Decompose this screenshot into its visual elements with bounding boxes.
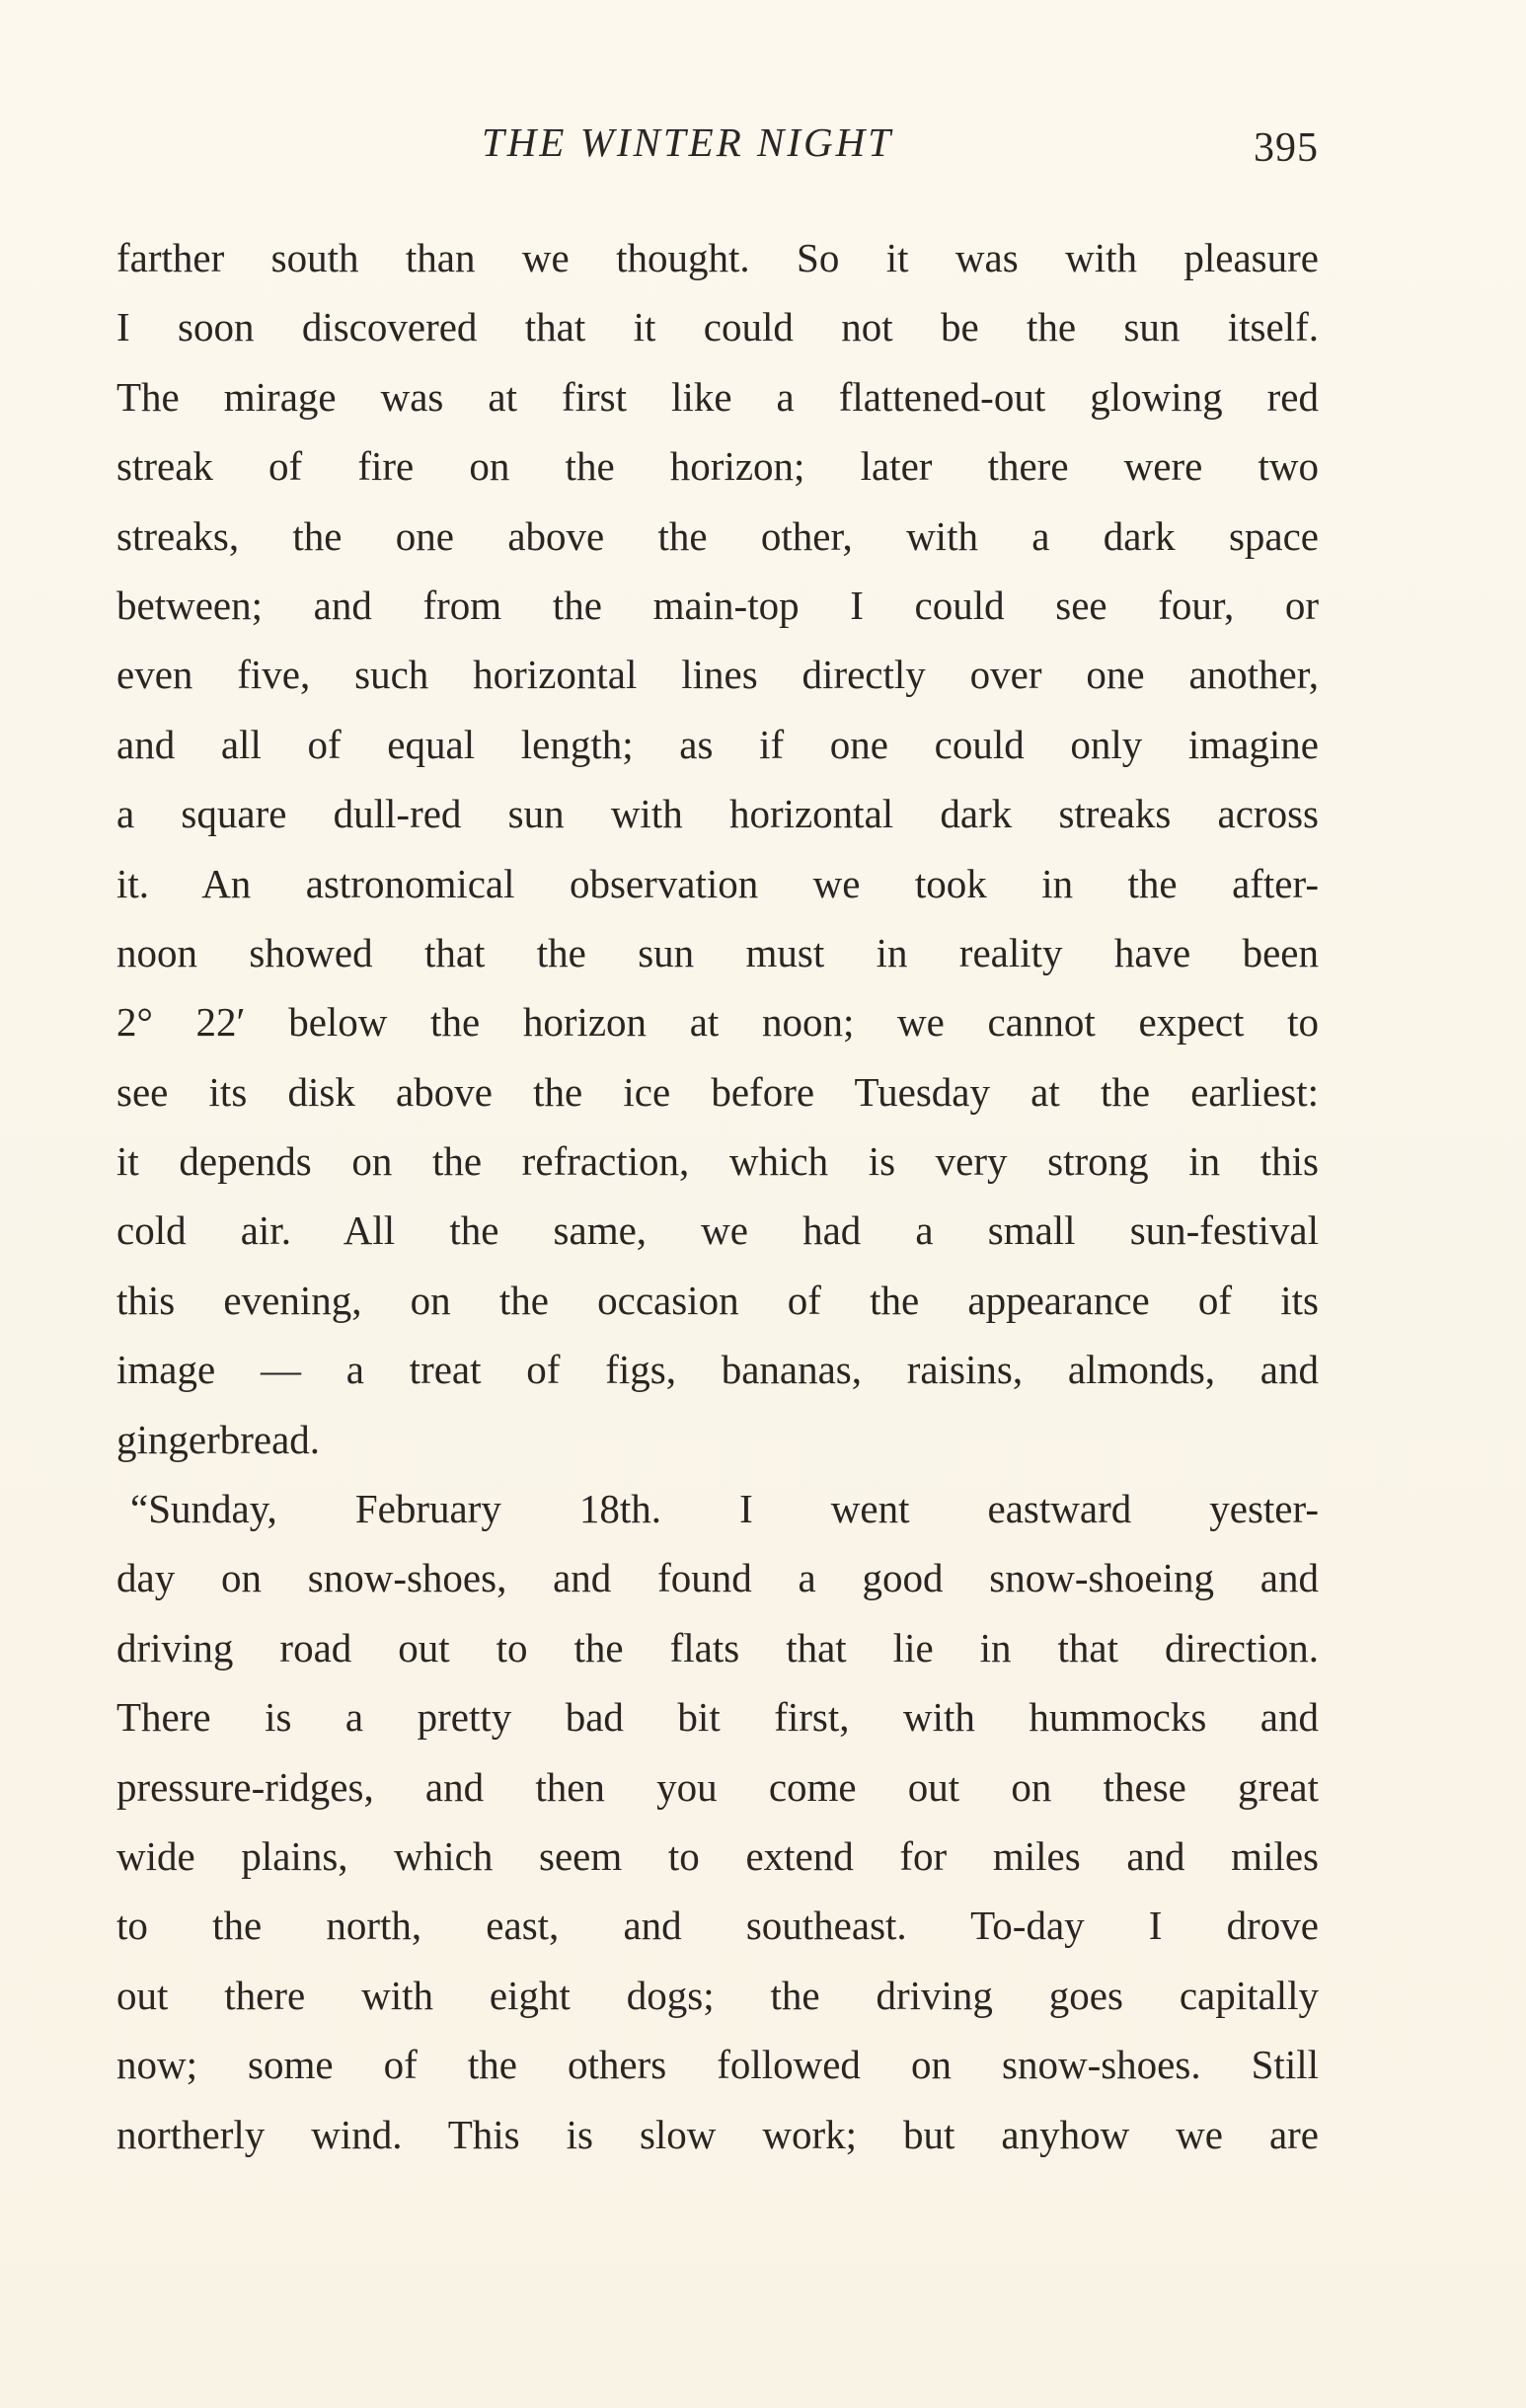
text-line: between; and from the main-top I could see four, or <box>116 582 1319 628</box>
text-line: day on snow-shoes, and found a good snow-shoeing and <box>116 1555 1319 1601</box>
text-line: see its disk above the ice before Tuesday at the earliest: <box>116 1068 1319 1115</box>
page-number: 395 <box>1254 125 1319 171</box>
text-line: 2° 22′ below the horizon at noon; we cannot expect to <box>116 999 1319 1046</box>
text-line: a square dull-red sun with horizontal dark streaks across <box>116 791 1319 837</box>
text-line: northerly wind. This is slow work; but anyhow we are <box>116 2111 1319 2157</box>
text-line: The mirage was at first like a flattened-out glowing red <box>116 373 1319 420</box>
text-line: I soon discovered that it could not be the sun itself. <box>116 304 1319 350</box>
text-line: streak of fire on the horizon; later there were two <box>116 443 1319 490</box>
text-line: it. An astronomical observation we took in the after- <box>116 860 1319 906</box>
text-line: now; some of the others followed on snow-shoes. Still <box>116 2042 1319 2088</box>
text-line: There is a pretty bad bit first, with hummocks and <box>116 1694 1319 1741</box>
body-text <box>116 223 1319 2169</box>
text-line: streaks, the one above the other, with a dark space <box>116 512 1319 559</box>
text-line: wide plains, which seem to extend for miles and miles <box>116 1832 1319 1879</box>
text-line: to the north, east, and southeast. To-day I drove <box>116 1903 1319 1949</box>
text-line: and all of equal length; as if one could only imagine <box>116 721 1319 767</box>
paragraph-end-line: gingerbread. <box>116 1416 321 1462</box>
text-line: even five, such horizontal lines directly over one another, <box>116 652 1319 698</box>
text-line: farther south than we thought. So it was with pleasure <box>116 235 1319 280</box>
text-line: “Sunday, February 18th. I went eastward yester- <box>130 1486 1319 1532</box>
text-line: pressure-ridges, and then you come out on these great <box>116 1763 1319 1810</box>
text-line: it depends on the refraction, which is very strong in this <box>116 1138 1319 1185</box>
text-line: image — a treat of figs, bananas, raisins, almonds, and <box>116 1347 1319 1393</box>
running-header <box>116 107 1319 176</box>
text-line: noon showed that the sun must in reality have been <box>116 929 1319 975</box>
text-line: driving road out to the flats that lie in that direction. <box>116 1624 1319 1670</box>
running-title: THE WINTER NIGHT <box>482 119 894 165</box>
text-line: out there with eight dogs; the driving goes capitally <box>116 1972 1319 2018</box>
text-line: cold air. All the same, we had a small sun-festival <box>116 1207 1319 1254</box>
text-line: this evening, on the occasion of the appearance of its <box>116 1277 1319 1323</box>
